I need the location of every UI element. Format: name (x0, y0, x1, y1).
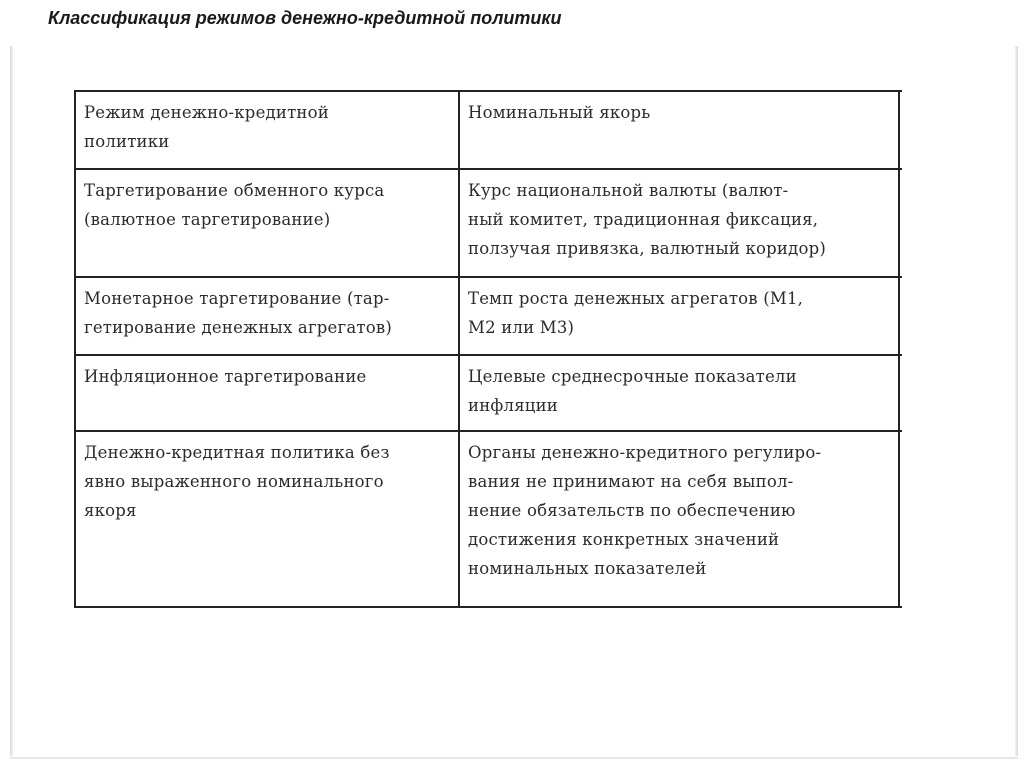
cell-text: якоря (84, 501, 137, 520)
cell-text: Таргетирование обменного курса (84, 181, 385, 200)
cell-text: (валютное таргетирование) (84, 210, 331, 229)
anchor-cell (460, 432, 900, 606)
slide-title: Классификация режимов денежно-кредитной политики (48, 8, 562, 28)
cell-text: достижения конкретных значений (468, 530, 780, 549)
slide-frame-bottom-border (10, 757, 1018, 759)
table-row (76, 356, 902, 432)
slide-frame-left-border (10, 46, 13, 756)
slide-frame-right-border (1015, 46, 1018, 756)
cell-text: Темп роста денежных агрегатов (М1, (468, 289, 804, 308)
cell-text: Курс национальной валюты (валют- (468, 181, 789, 200)
table-row (76, 432, 902, 606)
table-row (76, 170, 902, 278)
cell-text: ный комитет, традиционная фиксация, (468, 210, 819, 229)
cell-text: Инфляционное таргетирование (84, 367, 367, 386)
cell-text: Монетарное таргетирование (тар- (84, 289, 390, 308)
regime-cell (76, 356, 460, 430)
anchor-cell (460, 278, 900, 354)
anchor-cell (460, 170, 900, 276)
cell-text: Органы денежно-кредитного регулиро- (468, 443, 822, 462)
cell-text: ползучая привязка, валютный коридор) (468, 239, 826, 258)
cell-text: номинальных показателей (468, 559, 707, 578)
cell-text: явно выраженного номинального (84, 472, 384, 491)
cell-text: вания не принимают на себя выпол- (468, 472, 794, 491)
table-header-row (76, 92, 902, 170)
cell-text: Денежно-кредитная политика без (84, 443, 390, 462)
regime-cell (76, 432, 460, 606)
cell-text: М2 или М3) (468, 318, 575, 337)
header-cell-anchor (460, 92, 900, 168)
cell-text: Целевые среднесрочные показатели (468, 367, 797, 386)
header-cell-text: Номинальный якорь (468, 103, 651, 122)
regime-cell (76, 278, 460, 354)
cell-text: нение обязательств по обеспечению (468, 501, 796, 520)
cell-text: инфляции (468, 396, 559, 415)
header-cell-text: политики (84, 132, 170, 151)
cell-text: гетирование денежных агрегатов) (84, 318, 392, 337)
regime-cell (76, 170, 460, 276)
table-row (76, 278, 902, 356)
header-cell-text: Режим денежно-кредитной (84, 103, 329, 122)
classification-table (74, 90, 902, 608)
anchor-cell (460, 356, 900, 430)
header-cell-regime (76, 92, 460, 168)
